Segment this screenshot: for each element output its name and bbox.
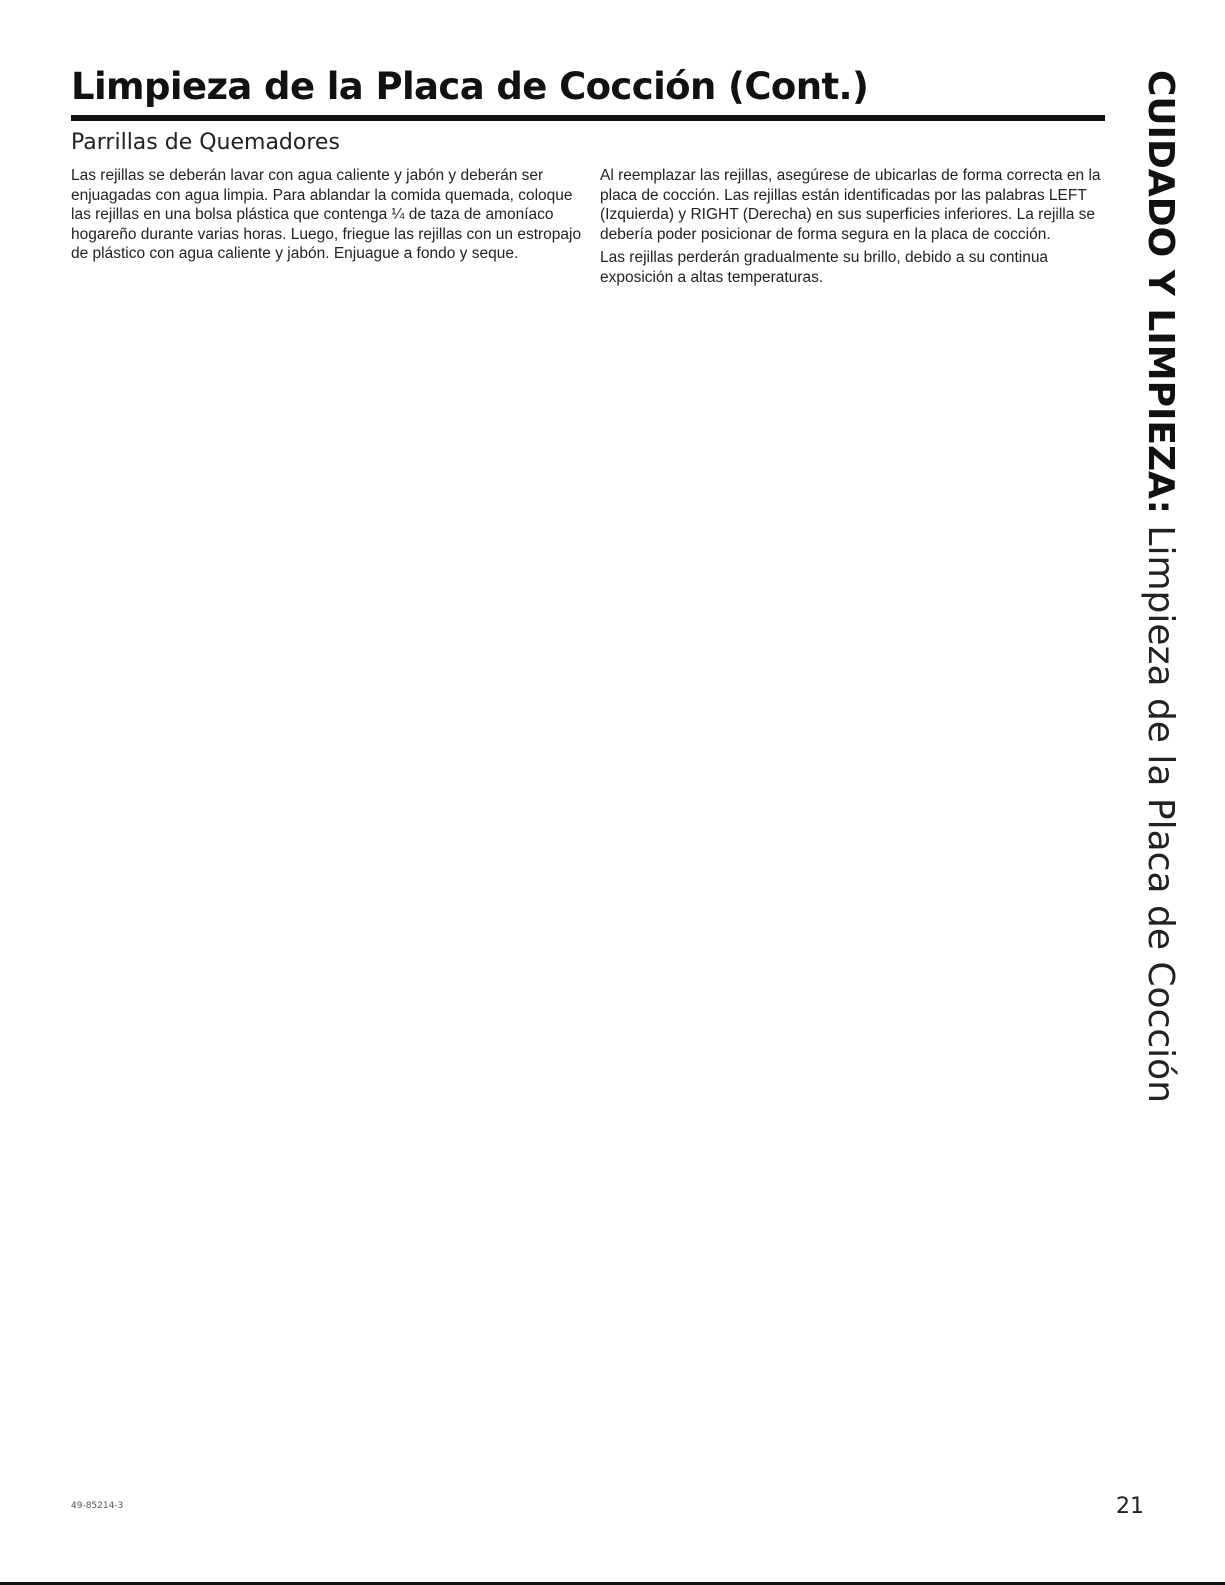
right-paragraph-2: Las rejillas perderán gradualmente su brillo, debido a su continua exposición a altas temperaturas. <box>600 249 1049 286</box>
title-rule <box>71 115 1105 121</box>
page-number: 21 <box>1116 1494 1144 1519</box>
side-tab-section: CUIDADO Y LIMPIEZA: <box>1140 70 1181 514</box>
page-title: Limpieza de la Placa de Cocción (Cont.) <box>71 65 869 108</box>
left-paragraph-1: Las rejillas se deberán lavar con agua caliente y jabón y deberán ser enjuagadas con agua limpia. Para ablandar la comida quemada, coloque las rejillas en una bolsa plástica que contenga ¼ de taza de amoníaco hogareño durante varias horas. Luego, friegue las rejillas con un estropajo de plástico con agua caliente y jabón. Enjuague a fondo y seque. <box>71 167 582 262</box>
document-code: 49-85214-3 <box>71 1501 124 1511</box>
section-heading: Parrillas de Quemadores <box>71 130 340 155</box>
side-tab <box>1136 70 1186 1104</box>
right-paragraph-1: Al reemplazar las rejillas, asegúrese de ubicarlas de forma correcta en la placa de cocción. Las rejillas están identificadas por las palabras LEFT (Izquierda) y RIGHT (Derecha) en sus superficies inferiores. La rejilla se debería poder posicionar de forma segura en la placa de cocción. <box>600 167 1101 243</box>
left-column <box>71 166 583 268</box>
side-tab-topic: Limpieza de la Placa de Cocción <box>1140 513 1181 1104</box>
side-tab-text <box>1136 70 1184 1103</box>
right-column <box>600 166 1105 291</box>
